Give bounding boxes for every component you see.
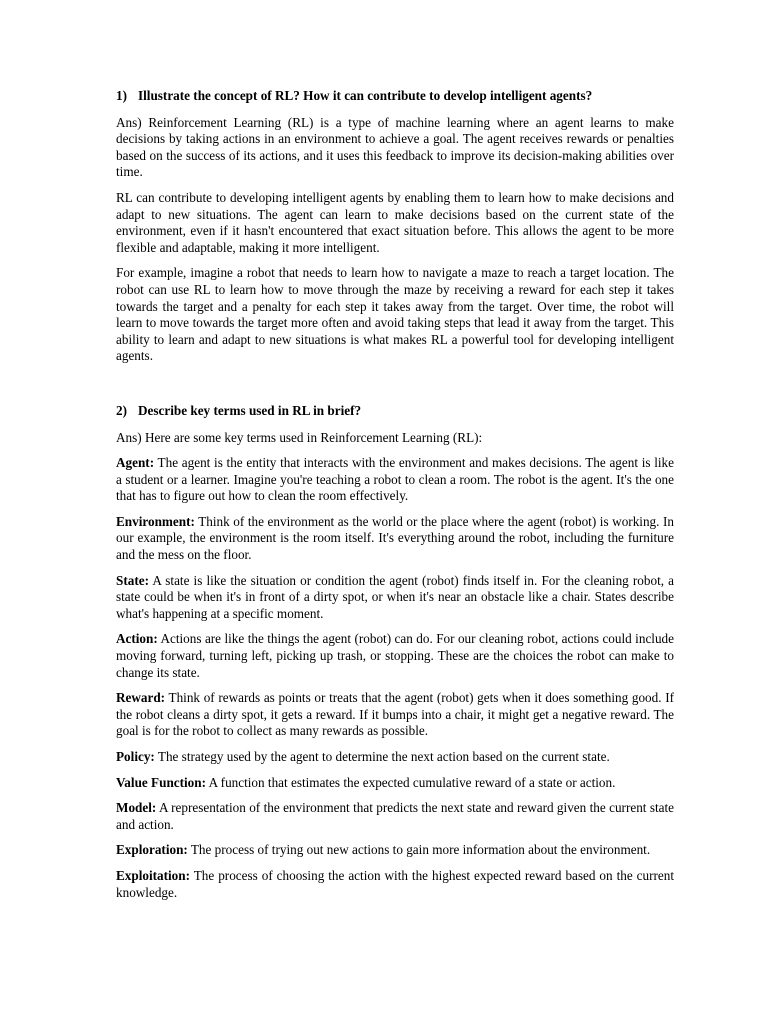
term-text: Think of the environment as the world or the place where the agent (robot) is working. In our example, the environment is the room itself. It's everything around the robot, including the furniture and the mess on the floor. [116, 513, 674, 563]
term-label: Exploitation: [116, 867, 191, 883]
term-text: Think of rewards as points or treats that the agent (robot) gets when it does something good. If the robot cleans a dirty spot, it gets a reward. If it bumps into a chair, it might get a negative reward. The goal is for the robot to collect as many rewards as possible. [116, 690, 674, 739]
term-label: Value Function: [116, 774, 207, 790]
question-2-text: Describe key terms used in RL in brief? [138, 402, 362, 418]
term-text: A state is like the situation or condition the agent (robot) finds itself in. For the cleaning robot, a state could be when it's in front of a dirty spot, or when it's near an obstacle like a chair. States describe what's happening at a specific moment. [116, 572, 674, 621]
term-label: Reward: [116, 690, 166, 706]
term-environment [116, 514, 674, 564]
term-value-function [116, 775, 674, 792]
term-label: Agent: [116, 455, 155, 471]
term-agent [116, 455, 674, 505]
q2-intro: Ans) Here are some key terms used in Reinforcement Learning (RL): [116, 429, 483, 445]
term-exploitation [116, 868, 674, 901]
question-2-heading [116, 403, 674, 420]
question-1-number: 1) [116, 88, 127, 103]
term-model [116, 800, 674, 833]
question-1-text: Illustrate the concept of RL? How it can contribute to develop intelligent agents? [138, 88, 593, 103]
term-text: The process of trying out new actions to gain more information about the environment. [187, 842, 651, 858]
term-policy [116, 749, 674, 766]
term-reward [116, 690, 674, 740]
term-state [116, 573, 674, 623]
term-exploration [116, 842, 674, 859]
term-text: A function that estimates the expected cumulative reward of a state or action. [206, 774, 616, 790]
term-label: Exploration: [116, 842, 188, 858]
term-label: Action: [116, 631, 158, 647]
term-label: Environment: [116, 513, 195, 529]
term-label: State: [116, 572, 149, 588]
question-1-heading [116, 88, 674, 105]
term-action [116, 631, 674, 681]
q1-answer-paragraph: Ans) Reinforcement Learning (RL) is a type of machine learning where an agent learns to make decisions by taking actions in an environment to achieve a goal. The agent receives rewards or penalties based on the success of its actions, and it uses this feedback to improve its decision-making abilities over time. [116, 114, 674, 180]
term-text: The process of choosing the action with the highest expected reward based on the current knowledge. [116, 867, 674, 900]
term-text: The strategy used by the agent to determine the next action based on the current state. [154, 749, 610, 764]
term-text: Actions are like the things the agent (robot) can do. For our cleaning robot, actions could include moving forward, turning left, picking up trash, or stopping. These are the choices the robot can make to change its state. [116, 631, 674, 680]
question-2-number: 2) [116, 402, 127, 418]
term-text: A representation of the environment that predicts the next state and reward given the current state and action. [116, 800, 674, 832]
document-page [116, 88, 674, 910]
section-spacer [116, 374, 674, 403]
term-text: The agent is the entity that interacts with the environment and makes decisions. The agent is like a student or a learner. Imagine you're teaching a robot to clean a room. The robot is the agent. It's the one that has to figure out how to clean the room effectively. [116, 455, 674, 504]
q1-answer-paragraph: RL can contribute to developing intelligent agents by enabling them to learn how to make decisions and adapt to new situations. The agent can learn to make decisions based on the current state of the environment, even if it hasn't encountered that exact situation before. This allows the agent to be more flexible and adaptable, making it more intelligent. [116, 189, 674, 255]
term-label: Policy: [116, 749, 155, 764]
term-label: Model: [116, 800, 157, 816]
q1-answer-paragraph: For example, imagine a robot that needs to learn how to navigate a maze to reach a target location. The robot can use RL to learn how to move through the maze by receiving a reward for each step it takes towards the target and a penalty for each step it takes away from the target. Over time, the robot will learn to move towards the target more often and avoid taking steps that lead it away from the target. This ability to learn and adapt to new situations is what makes RL a powerful tool for developing intelligent agents. [116, 265, 674, 364]
